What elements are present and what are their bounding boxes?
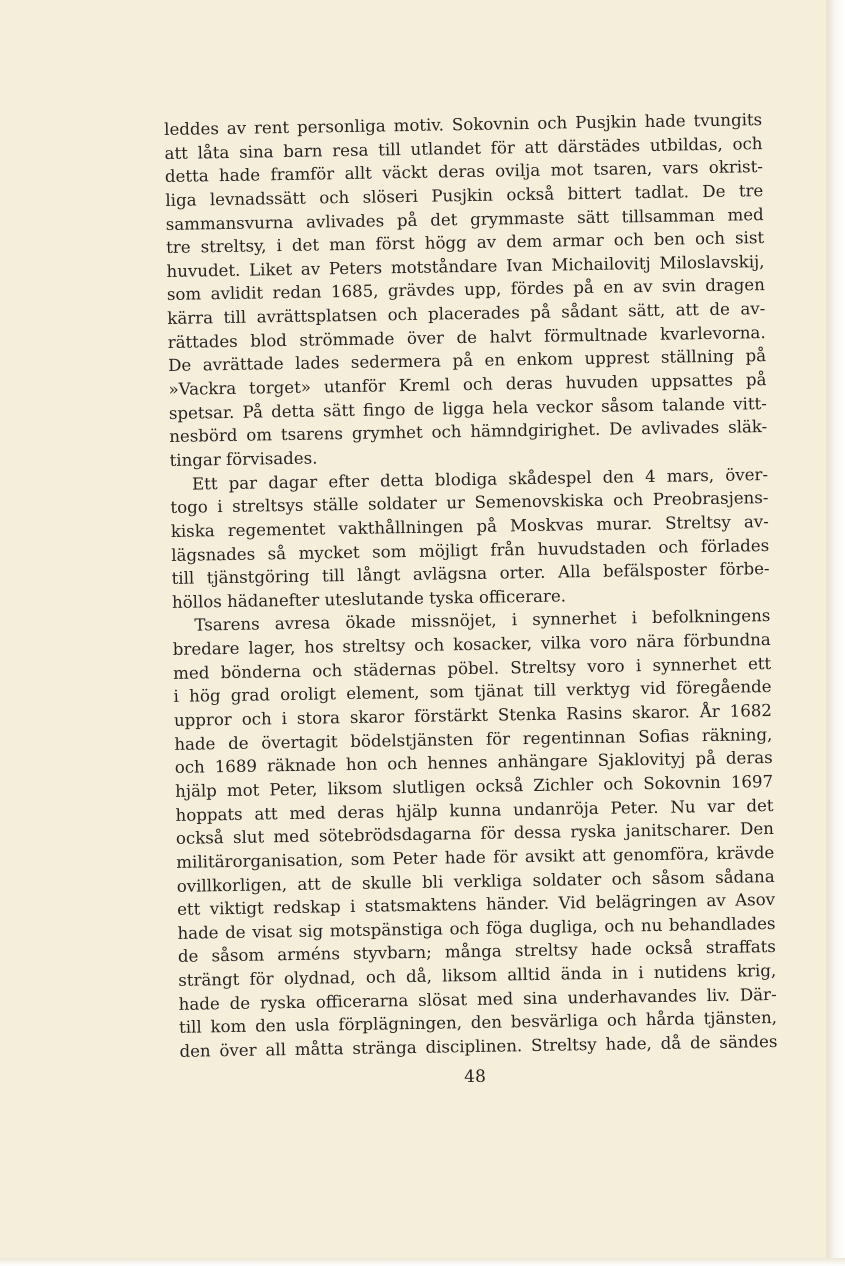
text-line: de såsom arméns styvbarn; många streltsy hade också straffats — [177, 937, 776, 967]
text-line: och 1689 räknade hon och hennes anhängare Sjaklovityj på deras — [174, 748, 773, 778]
text-line: till kom den usla förplägningen, den besvärliga och hårda tjänsten, — [178, 1008, 778, 1038]
paragraph-3 — [172, 604, 777, 1063]
text-line: tingar förvisades. — [169, 448, 318, 470]
text-line: också slut med sötebrödsdagarna för dessa ryska janitscharer. Den — [175, 819, 775, 849]
text-line: uppror och i stora skaror förstärkt Stenka Rasins skaror. År 1682 — [173, 701, 773, 730]
text-line: med bönderna och städernas pöbel. Streltsy voro i synnerhet ett — [173, 653, 772, 683]
text-line: togo i streltsys ställe soldater ur Semenovskiska och Preobrasjens- — [170, 488, 769, 518]
text-line: hade de övertagit bödelstjänsten för regentinnan Sofias räkning, — [174, 724, 773, 754]
text-line: militärorganisation, som Peter hade för avsikt att genomföra, krävde — [176, 842, 775, 872]
text-line: till tjänstgöring till långt avlägsna orter. Alla befälsposter förbe- — [171, 559, 770, 589]
body-text — [164, 108, 778, 1063]
text-line: den över all måtta stränga disciplinen. Streltsy hade, då de sändes — [179, 1031, 778, 1061]
page-edge-bottom — [0, 1258, 845, 1266]
text-line: Ett par dagar efter detta blodiga skådespel den 4 mars, över- — [191, 464, 769, 494]
text-line: »Vackra torget» utanför Kreml och deras huvuden uppsattes på — [168, 370, 767, 400]
text-line: rättades blod strömmade över de halvt förmultnade kvarlevorna. — [167, 322, 766, 352]
page-number: 48 — [464, 1066, 486, 1088]
paragraph-1 — [164, 108, 768, 472]
text-line: detta hade framför allt väckt deras ovilja mot tsaren, vars okrist- — [164, 157, 764, 187]
text-line: hade de visat sig motspänstiga och föga dugliga, och nu behandlades — [177, 913, 776, 943]
text-line: Tsarens avresa ökade missnöjet, i synnerhet i befolkningens — [194, 606, 771, 636]
text-line: som avlidit redan 1685, grävdes upp, fördes på en av svin dragen — [166, 275, 766, 305]
paragraph-2 — [170, 463, 770, 615]
text-line: i hög grad oroligt element, som tjänat till verktyg vid föregående — [173, 677, 772, 707]
text-line: hoppats att med deras hjälp kunna undanröja Peter. Nu var det — [175, 795, 774, 825]
text-line: leddes av rent personliga motiv. Sokovnin och Pusjkin hade tvungits — [164, 110, 763, 139]
text-line: tre streltsy, i det man först högg av dem armar och ben och sist — [165, 228, 765, 258]
page-edge-right — [828, 0, 845, 1266]
text-line: hjälp mot Peter, liksom slutligen också Zichler och Sokovnin 1697 — [175, 771, 774, 801]
text-line: hade de ryska officerarna slösat med sina underhavandes liv. Där- — [178, 984, 777, 1014]
text-line: lägsnades så mycket som möjligt från huvudstaden och förlades — [171, 535, 770, 565]
text-line: bredare lager, hos streltsy och kosacker, vilka voro nära förbundna — [172, 630, 771, 660]
text-line: kiska regementet vakthållningen på Moskvas murar. Streltsy av- — [170, 511, 769, 541]
text-line: liga levnadssätt och slöseri Pusjkin också bittert tadlat. De tre — [165, 180, 764, 210]
text-line: nesbörd om tsarens grymhet och hämndgirighet. De avlivades släk- — [169, 417, 768, 447]
text-line: ett viktigt redskap i statsmaktens händer. Vid belägringen av Asov — [176, 890, 776, 920]
text-line: huvudet. Liket av Peters motståndare Ivan Michailovitj Miloslavskij, — [166, 251, 765, 281]
text-line: kärra till avrättsplatsen och placerades på sådant sätt, att de av- — [167, 299, 766, 329]
text-line: att låta sina barn resa till utlandet för att därstädes utbildas, och — [164, 133, 763, 163]
text-line: De avrättade lades sedermera på en enkom upprest ställning på — [167, 346, 767, 376]
text-line: höllos hädanefter uteslutande tyska officerare. — [171, 586, 567, 612]
text-line: ovillkorligen, att de skulle bli verkliga soldater och såsom sådana — [176, 866, 775, 896]
text-line: spetsar. På detta sätt fingo de ligga hela veckor såsom talande vitt- — [168, 393, 767, 423]
text-line: sammansvurna avlivades på det grymmaste sätt tillsamman med — [165, 204, 764, 234]
text-line: strängt för olydnad, och då, liksom alltid ända in i nutidens krig, — [178, 961, 777, 990]
